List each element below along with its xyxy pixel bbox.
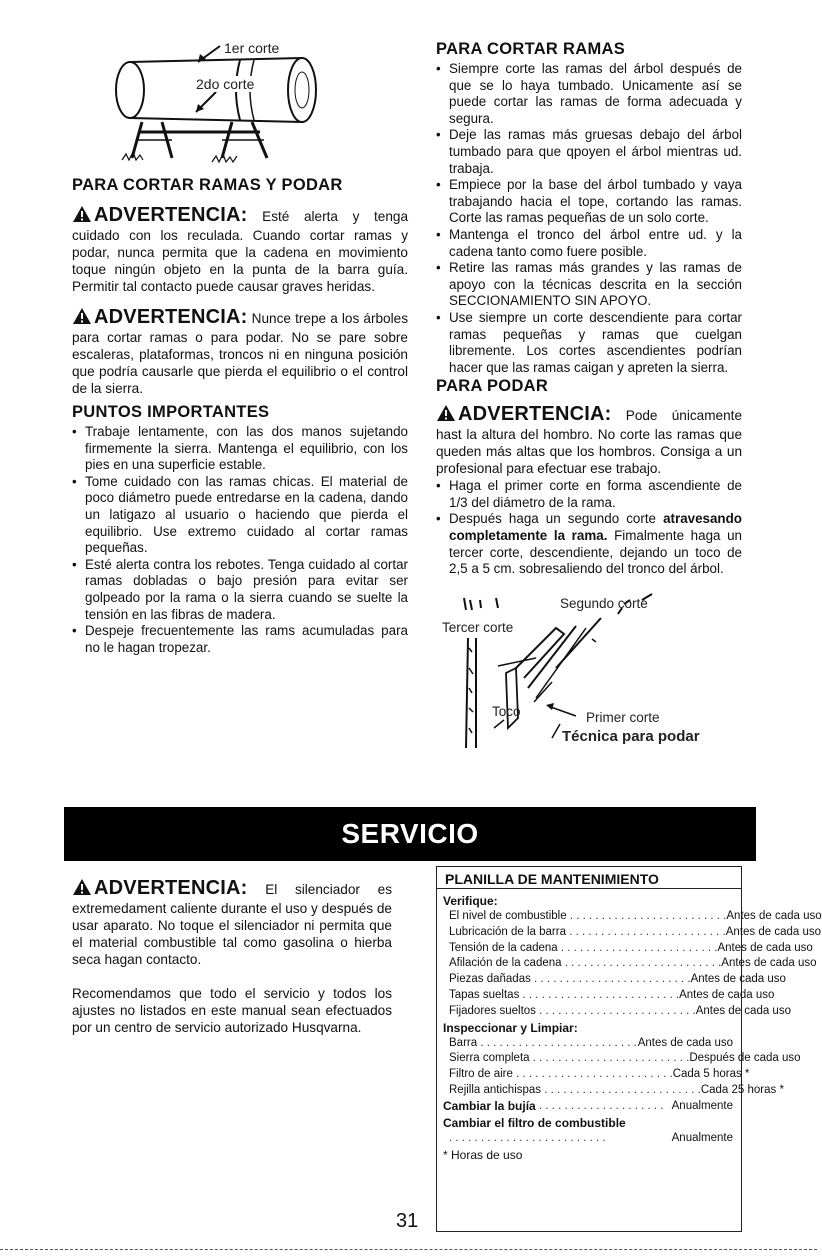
row-item: Barra xyxy=(449,1036,478,1049)
row-item: Cambiar la bujía xyxy=(443,1098,536,1113)
maintenance-row xyxy=(437,925,822,941)
list-item: • Siempre corte las ramas del árbol después de que se lo haya tumbado. Unicamente así se puede cortar las ramas de forma adecuada y segura. xyxy=(436,61,742,127)
row-leader: . . . . . . . . . . . . . . . . . . . . . . . . . xyxy=(541,1083,701,1096)
row-leader: . . . . . . . . . . . . . . . . . . . . . . . . . xyxy=(512,1068,673,1081)
list-item xyxy=(436,511,742,577)
list-item: • Trabaje lentamente, con las dos manos sujetando firmemente la sierra. Mantenga el equilibrio, con los pies en una superficie estable. xyxy=(72,424,408,474)
row-leader: . . . . . . . . . . . . . . . . . . . . . . . . . xyxy=(557,941,718,954)
row-frequency: Antes de cada uso xyxy=(695,1004,791,1017)
maintenance-row xyxy=(437,956,817,972)
page-bottom-rule xyxy=(0,1249,817,1250)
row-item: Afilación de la cadena xyxy=(449,957,562,970)
warning-triangle-icon xyxy=(72,878,92,900)
list-item: • Retire las ramas más grandes y las ramas de apoyo con la técnicas descrita en la sección SECCIONAMIENTO SIN APOYO. xyxy=(436,260,742,310)
maintenance-row xyxy=(437,1004,791,1020)
warning-triangle-icon xyxy=(436,404,456,426)
first-cut-label: Primer corte xyxy=(586,709,660,725)
fuel-filter-label: Cambiar el filtro de combustible xyxy=(443,1115,626,1130)
figure-caption: Técnica para podar xyxy=(562,727,700,745)
limbing-list xyxy=(436,61,742,376)
important-points-list xyxy=(72,424,408,656)
maintenance-title: PLANILLA DE MANTENIMIENTO xyxy=(437,867,741,889)
list-item: • Use siempre un corte descendiente para cortar ramas pequeñas y ramas que cuelgan libremente. Los cortes ascendientes podrían hacer que las ramas caigan y apreten la sierra. xyxy=(436,310,742,376)
row-frequency: Antes de cada uso xyxy=(726,910,822,922)
row-frequency: Antes de cada uso xyxy=(717,941,813,954)
list-item: • Deje las ramas más gruesas debajo del árbol tumbado para que qpoyen el árbol mientras ud. trabaja. xyxy=(436,127,742,177)
list-item: • Mantenga el tronco del árbol entre ud. y la cadena tanto como fuere posible. xyxy=(436,227,742,260)
footnote: * Horas de uso xyxy=(443,1148,523,1163)
right-column xyxy=(436,40,742,748)
row-leader: . . . . . . . . . . . . . . . . . . . . . . . . . xyxy=(535,1004,696,1017)
row-item: El nivel de combustible xyxy=(449,910,567,922)
warning-head: ADVERTENCIA: xyxy=(94,877,248,899)
maintenance-row xyxy=(437,1131,741,1147)
warning-kickback xyxy=(72,205,408,295)
warning-head: ADVERTENCIA: xyxy=(458,403,612,426)
row-frequency: Cada 25 horas * xyxy=(700,1083,784,1096)
row-leader: . . . . . . . . . . . . . . . . . . . . . . . . . xyxy=(519,988,680,1001)
log-on-sawhorse-illustration xyxy=(92,40,332,170)
list-item: • Tome cuidado con las ramas chicas. El material de poco diámetro puede entredarse en la cadena, dando un latigazo al usuario o haciendo que pierda el equilibrio. Use extremo cuidado al cortar ramas pequeñas. xyxy=(72,474,408,557)
row-frequency: Antes de cada uso xyxy=(690,973,786,986)
log-cutting-figure xyxy=(92,40,332,170)
row-leader: . . . . . . . . . . . . . . . . . . . . xyxy=(535,1099,664,1112)
maintenance-row xyxy=(437,1051,801,1067)
verify-rows xyxy=(437,909,822,1020)
inspect-rows xyxy=(437,1036,801,1099)
row-item: Tensión de la cadena xyxy=(449,941,558,954)
list-item-bold-text: atravesando completamente la rama. xyxy=(449,511,742,544)
list-item: • Esté alerta contra los rebotes. Tenga cuidado al cortar ramas dobladas o bajo presión para evitar ser golpeado por la rama o la sierra cuando se suelte la tensión en las fibras de madera. xyxy=(72,557,408,623)
second-cut-label: Segundo corte xyxy=(560,595,648,611)
maintenance-row xyxy=(437,1099,741,1115)
row-leader: . . . . . . . . . . . . . . . . . . . . . . . . . xyxy=(530,973,691,986)
stub-label: Toco xyxy=(492,703,521,719)
pruning-list xyxy=(436,478,742,578)
warning-head: ADVERTENCIA: xyxy=(94,306,248,328)
warning-text: Pode únicamente hast la altura del hombro. No corte las ramas que queden más altas que los hombros. Consiga a un profesional para efectuar ese trabajo. xyxy=(436,408,742,477)
warning-triangle-icon xyxy=(72,205,92,227)
warning-text: El silenciador es extremedament caliente durante el uso y después de usar aparato. No toque el silenciador ni permita que el material combustible tal como gasolina o hierba seca hagan contacto. xyxy=(72,882,392,967)
row-item: Lubricación de la barra xyxy=(449,925,566,938)
row-frequency: Antes de cada uso xyxy=(679,988,775,1001)
maintenance-row xyxy=(437,972,786,988)
warning-triangle-icon xyxy=(72,307,92,329)
row-frequency: Antes de cada uso xyxy=(637,1036,733,1049)
row-leader: . . . . . . . . . . . . . . . . . . . . . . . . . xyxy=(561,957,722,970)
row-item: Fijadores sueltos xyxy=(449,1004,536,1017)
warning-shoulder-height xyxy=(436,404,742,477)
row-item: Rejilla antichispas xyxy=(449,1083,542,1096)
warning-text: Nunce trepe a los árboles para cortar ramas o para podar. No se pare sobre escaleras, plataformas, troncos ni en ninguna posición que podría causarle que pierda el equilibrio o el control de la sierra. xyxy=(72,311,408,396)
section-title-pruning: PARA PODAR xyxy=(436,377,549,396)
warning-muffler xyxy=(72,878,392,968)
row-leader: . . . . . . . . . . . . . . . . . . . . . . . . . xyxy=(566,910,727,922)
second-cut-label: 2do corte xyxy=(196,76,255,92)
list-item-text: Después haga un segundo corte xyxy=(449,511,656,527)
warning-text: Esté alerta y tenga cuidado con los reculada. Cuando cortar ramas y podar, nunca permita que la cadena en movimiento toque ningún objeto en la punta de la barra guía. Permitir tal contacto puede causar graves heridas. xyxy=(72,209,408,294)
row-leader: . . . . . . . . . . . . . . . . . . . . . . . . . xyxy=(449,1131,606,1144)
pruning-technique-figure xyxy=(436,578,736,748)
row-leader: . . . . . . . . . . . . . . . . . . . . . . . . . xyxy=(477,1036,637,1049)
service-paragraph: Recomendamos que todo el servicio y todos los ajustes no listados en este manual sean efectuados por un centro de servicio autorizado Husqvarna. xyxy=(72,986,392,1035)
maintenance-row xyxy=(437,988,775,1004)
section-title-limbing-pruning: PARA CORTAR RAMAS Y PODAR xyxy=(72,176,343,194)
warning-climbing xyxy=(72,307,408,397)
row-frequency: Cada 5 horas * xyxy=(672,1068,750,1081)
row-frequency: Anualmente xyxy=(671,1099,733,1112)
maintenance-row xyxy=(437,1036,741,1052)
list-item: • Despeje frecuentemente las rams acumuladas para no le hagan tropezar. xyxy=(72,623,408,656)
verify-heading: Verifique: xyxy=(443,894,498,908)
maintenance-row xyxy=(437,941,813,957)
row-frequency: Después de cada uso xyxy=(689,1052,801,1065)
list-item-text: Fimalmente haga un tercer corte, descendiente, dejando un toco de 2,5 a 5 cm. sobresaliendo del tronco del árbol. xyxy=(449,528,742,577)
section-title-limbing: PARA CORTAR RAMAS xyxy=(436,40,626,58)
list-item: • Haga el primer corte en forma ascendiente de 1/3 del diámetro de la rama. xyxy=(436,478,742,511)
row-frequency: Anualmente xyxy=(671,1131,733,1144)
maintenance-row xyxy=(437,909,822,925)
row-item: Piezas dañadas xyxy=(449,973,531,986)
row-frequency: Antes de cada uso xyxy=(721,957,817,970)
row-item: Tapas sueltas xyxy=(449,988,520,1001)
maintenance-row xyxy=(437,1067,750,1083)
maintenance-chart xyxy=(436,866,822,1232)
row-leader: . . . . . . . . . . . . . . . . . . . . . . . . . xyxy=(566,925,726,938)
row-item: Filtro de aire xyxy=(449,1068,513,1081)
left-column xyxy=(72,40,408,656)
row-item: Sierra completa xyxy=(449,1052,530,1065)
third-cut-label: Tercer corte xyxy=(442,619,514,635)
maintenance-row xyxy=(437,1083,784,1099)
service-column xyxy=(72,878,392,1036)
first-cut-label: 1er corte xyxy=(224,40,280,56)
row-frequency: Antes de cada uso xyxy=(725,925,822,938)
page-number: 31 xyxy=(396,1210,419,1232)
row-leader: . . . . . . . . . . . . . . . . . . . . . . . . . xyxy=(529,1052,690,1065)
warning-head: ADVERTENCIA: xyxy=(94,204,248,226)
points-title: PUNTOS IMPORTANTES xyxy=(72,403,270,421)
service-section-bar: SERVICIO xyxy=(64,807,756,861)
list-item: • Empiece por la base del árbol tumbado y vaya trabajando hacia el tope, cortando las ramas. Corte las ramas pequeñas de un solo corte. xyxy=(436,177,742,227)
inspect-heading: Inspeccionar y Limpiar: xyxy=(443,1020,578,1035)
